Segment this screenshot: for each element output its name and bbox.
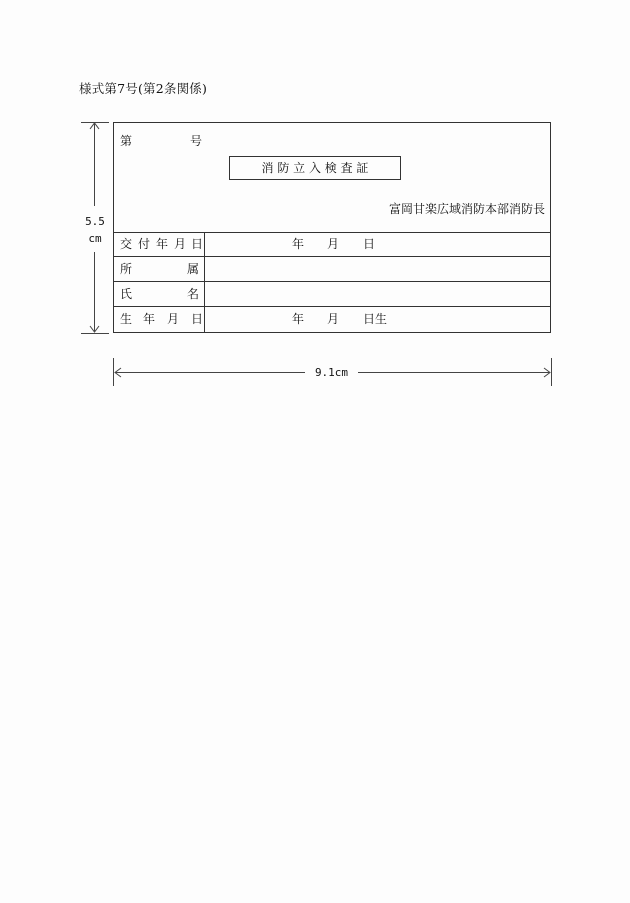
affiliation-value	[205, 257, 550, 281]
issuer-name: 富岡甘楽広域消防本部消防長	[388, 202, 545, 216]
label-char: 年	[143, 312, 156, 326]
certificate-number-suffix: 号	[190, 134, 203, 148]
label-char: 生	[120, 312, 133, 326]
label-char: 付	[138, 237, 151, 251]
width-dim-label: 9.1cm	[314, 366, 349, 379]
certificate-title: 消 防 立 入 検 査 証	[229, 156, 401, 180]
label-char: 日	[191, 237, 204, 251]
arrow-right-icon	[543, 366, 551, 379]
year-char: 年	[292, 237, 305, 251]
name-label	[114, 282, 205, 306]
label-char: 月	[167, 312, 180, 326]
label-char: 氏	[120, 287, 133, 301]
year-char: 年	[292, 312, 305, 326]
arrow-up-icon	[88, 122, 101, 130]
width-dim-line-left	[115, 372, 305, 373]
height-dim-value: 5.5	[85, 215, 105, 228]
inspection-certificate-card	[113, 122, 551, 333]
certificate-number-label: 第	[120, 134, 133, 148]
label-char: 年	[156, 237, 169, 251]
label-char: 所	[120, 262, 133, 276]
label-char: 属	[187, 262, 200, 276]
day-char: 日	[363, 237, 376, 251]
row-name	[114, 282, 550, 307]
month-char: 月	[327, 237, 340, 251]
width-dim-line-right	[358, 372, 549, 373]
name-value	[205, 282, 550, 306]
form-title: 様式第7号(第2条関係)	[79, 81, 208, 96]
label-char: 日	[191, 312, 204, 326]
birth-date-label	[114, 307, 205, 333]
width-dim-right-tick	[551, 358, 552, 386]
height-dim-line-lower	[94, 252, 95, 331]
issue-date-value	[205, 232, 550, 256]
day-born-char: 日生	[363, 312, 388, 326]
arrow-left-icon	[114, 366, 122, 379]
issue-date-label	[114, 232, 205, 256]
label-char: 名	[187, 287, 200, 301]
row-affiliation	[114, 257, 550, 282]
card-header-section	[114, 123, 550, 233]
height-dim-unit: cm	[88, 232, 102, 245]
label-char: 月	[174, 237, 187, 251]
birth-date-value	[205, 307, 550, 333]
height-dim-bottom-tick	[81, 333, 109, 334]
month-char: 月	[327, 312, 340, 326]
row-issue-date	[114, 232, 550, 257]
arrow-down-icon	[88, 325, 101, 333]
row-birth-date	[114, 307, 550, 333]
height-dim-line-upper	[94, 124, 95, 206]
affiliation-label	[114, 257, 205, 281]
label-char: 交	[120, 237, 133, 251]
